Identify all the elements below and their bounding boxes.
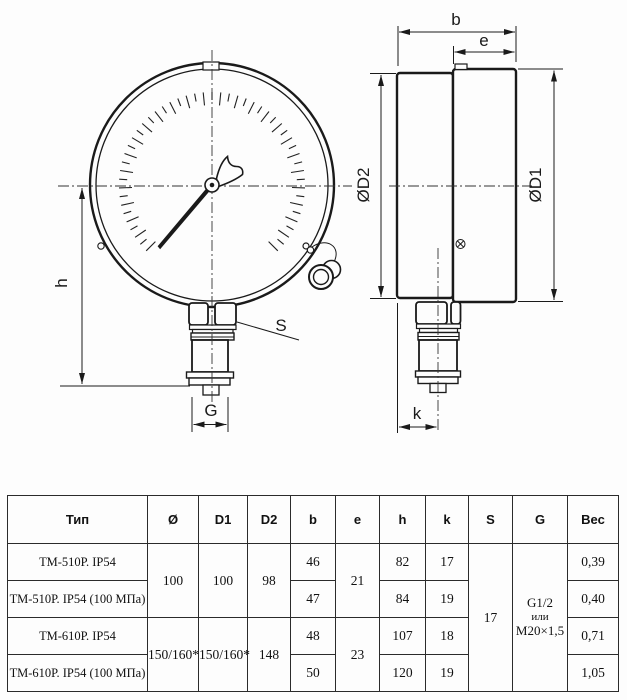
col-header-weight: Вес bbox=[568, 496, 619, 544]
valve-lanyard bbox=[312, 243, 336, 262]
cell-h: 120 bbox=[380, 655, 426, 692]
cell-weight: 0,39 bbox=[568, 544, 619, 581]
dim-d1 bbox=[518, 69, 563, 302]
dim-e bbox=[454, 31, 515, 64]
cell-type: ТМ-610Р. IP54 bbox=[8, 618, 148, 655]
cell-type: ТМ-510Р. IP54 (100 МПа) bbox=[8, 581, 148, 618]
dim-d1-label: ØD1 bbox=[526, 167, 545, 203]
cell-o: 100 bbox=[148, 544, 199, 618]
cell-s: 17 bbox=[469, 544, 513, 692]
col-header-d2: D2 bbox=[248, 496, 291, 544]
cell-h: 82 bbox=[380, 544, 426, 581]
dim-k-label: k bbox=[412, 404, 422, 423]
col-header-d1: D1 bbox=[199, 496, 248, 544]
cell-k: 17 bbox=[426, 544, 469, 581]
col-header-k: k bbox=[426, 496, 469, 544]
dim-h bbox=[52, 188, 190, 386]
g-thread-or: или bbox=[531, 611, 549, 624]
col-header-g: G bbox=[513, 496, 568, 544]
cell-e: 23 bbox=[336, 618, 380, 692]
case-screw bbox=[456, 240, 465, 249]
cell-type: ТМ-510Р. IP54 bbox=[8, 544, 148, 581]
cell-d1: 150/160* bbox=[199, 618, 248, 692]
cell-h: 107 bbox=[380, 618, 426, 655]
dim-b bbox=[398, 10, 516, 66]
cell-b: 48 bbox=[291, 618, 336, 655]
g-thread-option-1: G1/2 bbox=[527, 595, 553, 611]
table-row bbox=[8, 544, 619, 581]
col-header-e: e bbox=[336, 496, 380, 544]
dim-b-label: b bbox=[451, 10, 461, 29]
dim-s bbox=[237, 316, 299, 340]
dim-s-label: S bbox=[275, 316, 287, 335]
cell-k: 19 bbox=[426, 581, 469, 618]
cell-weight: 1,05 bbox=[568, 655, 619, 692]
g-thread-option-2: M20×1,5 bbox=[515, 622, 565, 638]
cell-type: ТМ-610Р. IP54 (100 МПа) bbox=[8, 655, 148, 692]
cell-b: 50 bbox=[291, 655, 336, 692]
top-plug-side bbox=[455, 64, 467, 70]
cell-k: 19 bbox=[426, 655, 469, 692]
cell-weight: 0,71 bbox=[568, 618, 619, 655]
spec-table bbox=[7, 495, 619, 692]
col-header-s: S bbox=[469, 496, 513, 544]
stem-front bbox=[187, 303, 237, 395]
cell-b: 46 bbox=[291, 544, 336, 581]
cell-d2: 148 bbox=[248, 618, 291, 692]
col-header-b: b bbox=[291, 496, 336, 544]
centerlines-front bbox=[58, 50, 352, 300]
dim-d2-label: ØD2 bbox=[354, 167, 373, 203]
cell-h: 84 bbox=[380, 581, 426, 618]
side-view bbox=[354, 10, 563, 433]
case-body bbox=[397, 73, 453, 298]
col-header-h: h bbox=[380, 496, 426, 544]
cell-o: 150/160* bbox=[148, 618, 199, 692]
pressure-relief-valve bbox=[303, 243, 341, 289]
gauge-needle bbox=[158, 157, 243, 250]
cell-g bbox=[513, 544, 568, 692]
cell-b: 47 bbox=[291, 581, 336, 618]
cell-k: 18 bbox=[426, 618, 469, 655]
needle-counterweight bbox=[217, 157, 243, 187]
cell-e: 21 bbox=[336, 544, 380, 618]
col-header-type: Тип bbox=[8, 496, 148, 544]
col-header-o: Ø bbox=[148, 496, 199, 544]
table-header-row bbox=[8, 496, 619, 544]
dim-g-label: G bbox=[204, 401, 218, 420]
cell-d1: 100 bbox=[199, 544, 248, 618]
top-plug bbox=[203, 62, 219, 70]
front-bezel bbox=[453, 69, 516, 302]
front-view bbox=[52, 50, 352, 432]
dim-e-label: e bbox=[479, 31, 489, 50]
dim-g bbox=[192, 397, 228, 432]
left-lug bbox=[98, 243, 104, 249]
cell-d2: 98 bbox=[248, 544, 291, 618]
dim-h-label: h bbox=[52, 278, 71, 288]
cell-weight: 0,40 bbox=[568, 581, 619, 618]
